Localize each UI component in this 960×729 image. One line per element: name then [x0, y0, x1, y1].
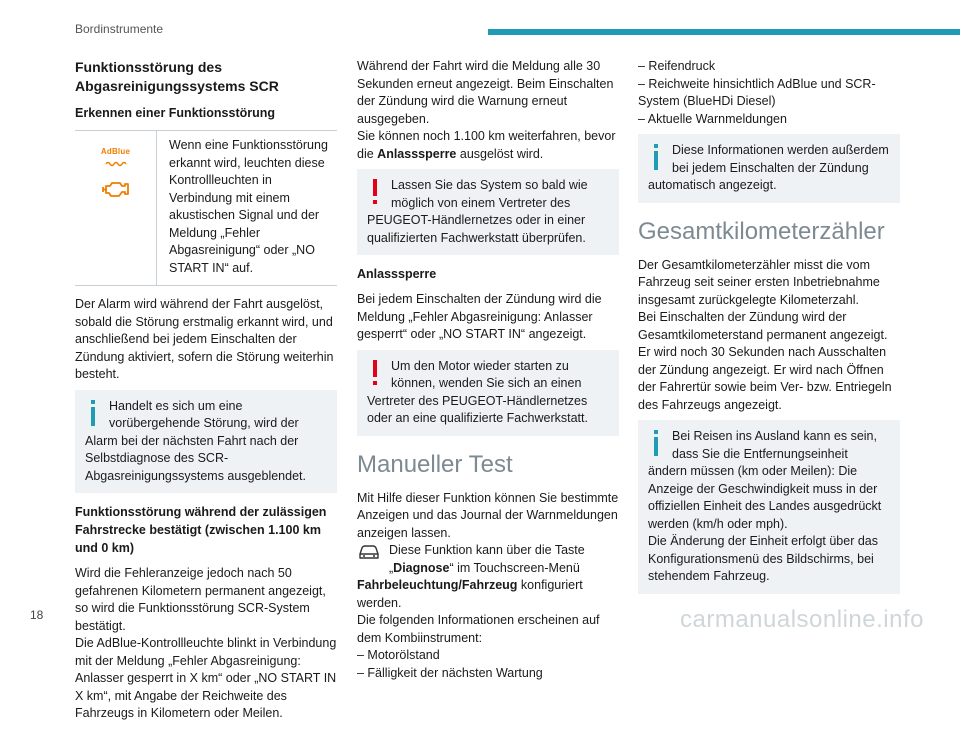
adblue-icon-label: AdBlue	[100, 147, 131, 156]
info-box-temporary-text: Handelt es sich um eine vorübergehende Störung, wird der Alarm bei der nächsten Fahrt nach der Selbstdiagnose des SCR-Abgasreinigungssystems ausgeblendet.	[85, 398, 306, 483]
adblue-wave-icon	[105, 161, 127, 167]
info-box-units	[638, 420, 900, 594]
subheading-confirmed: Funktionsstörung während der zulässigen Fahrstrecke bestätigt (zwischen 1.100 km und 0 km)	[75, 505, 327, 555]
test-config-paragraph: Diese Funktion kann über die Taste „Diagnose“ im Touchscreen-Menü Fahrbeleuchtung/Fahrzeug konfiguriert werden.	[357, 543, 585, 610]
test-paragraph: Mit Hilfe dieser Funktion können Sie bestimmte Anzeigen und das Journal der Warnmeldungen anzeigen lassen.	[357, 490, 619, 540]
odometer-paragraph-1: Der Gesamtkilometerzähler misst die vom Fahrzeug seit seiner ersten Inbetriebnahme insgesamt zurückgelegte Kilometerzahl.	[638, 257, 880, 307]
warning-lamp-icons	[75, 131, 157, 285]
warning-box-check	[357, 169, 619, 255]
section-heading-test: Manueller Test	[357, 450, 513, 478]
warning-exclamation-icon	[367, 177, 389, 207]
adblue-paragraph: Die AdBlue-Kontrollleuchte blinkt in Verbindung mit der Meldung „Fehler Abgasreinigung: Anlasser gesperrt in X km“ oder „NO START IN X km“, mit Angabe der Reichweite des Fahrzeugs in Kilometern oder Meilen.	[75, 636, 337, 720]
list-item: – Reifendruck	[638, 59, 716, 73]
warning-box-restart	[357, 350, 619, 436]
engine-warning-icon	[101, 177, 131, 201]
section-heading-odometer: Gesamtkilometerzähler	[638, 217, 885, 245]
list-intro: Die folgenden Informationen erscheinen auf dem Kombiinstrument:	[357, 613, 600, 645]
list-item: – Fälligkeit der nächsten Wartung	[357, 665, 543, 680]
info-icon	[85, 398, 107, 428]
page-number: 18	[30, 608, 44, 622]
column-1	[75, 52, 337, 729]
running-header: Bordinstrumente	[75, 22, 164, 36]
subheading-anlasssperre: Anlasssperre	[357, 267, 437, 281]
column-2	[357, 58, 619, 682]
watermark: carmanualsonline.info	[680, 606, 924, 633]
info-box-auto	[638, 134, 900, 203]
alarm-paragraph: Der Alarm wird während der Fahrt ausgelöst, sobald die Störung erstmalig erkannt wird, und anschließend bei jedem Einschalten der Zündung aktiviert, sofern die Störung weiterhin besteht.	[75, 297, 334, 381]
warning-lamp-description: Wenn eine Funktionsstörung erkannt wird, leuchten diese Kontrollleuchten in Verbindung mit einem akustischen Signal und der Meldung „Fehler Abgasreinigung“ oder „NO START IN“ auf.	[169, 138, 328, 275]
info-icon	[648, 142, 670, 172]
subheading-detect: Erkennen einer Funktionsstörung	[75, 106, 276, 120]
header-accent-bar	[488, 29, 960, 35]
warning-box-restart-text: Um den Motor wieder starten zu können, wenden Sie sich an einen Vertreter des PEUGEOT-Händlernetzes oder an eine qualifizierte Fachwerkstatt.	[367, 358, 588, 425]
warning-box-check-text: Lassen Sie das System so bald wie möglich von einem Vertreter des PEUGEOT-Händlernetzes oder in einer qualifizierten Fachwerkstatt überprüfen.	[367, 178, 588, 245]
confirmed-paragraph: Wird die Fehleranzeige jedoch nach 50 gefahrenen Kilometern permanent angezeigt, so wird die Funktionsstörung SCR-System bestätigt.	[75, 566, 326, 633]
column-3	[638, 58, 900, 604]
list-item: – Aktuelle Warnmeldungen	[638, 111, 787, 126]
odometer-paragraph-2: Bei Einschalten der Zündung wird der Gesamtkilometerstand permanent angezeigt. Er wird noch 30 Sekunden nach Ausschalten der Zündung angezeigt. Er wird nach Öffnen der Fahrertür sowie beim Ver- bzw. Entriegeln des Fahrzeugs angezeigt.	[638, 310, 892, 412]
list-item: – Motorölstand	[357, 648, 440, 662]
anlasssperre-paragraph: Bei jedem Einschalten der Zündung wird die Meldung „Fehler Abgasreinigung: Anlasser gesperrt“ oder „NO START IN“ angezeigt.	[357, 292, 602, 341]
info-box-units-text-1: Bei Reisen ins Ausland kann es sein, dass Sie die Entfernungseinheit ändern müssen (km oder Meilen): Die Anzeige der Geschwindigkeit muss in der offiziellen Einheit des Landes ausgedrückt werden (km/h oder mph).	[648, 429, 882, 531]
section-heading-scr: Funktionsstörung des Abgasreinigungssystems SCR	[75, 59, 279, 94]
further-paragraph: Sie können noch 1.100 km weiterfahren, bevor die Anlasssperre ausgelöst wird.	[357, 129, 616, 161]
info-box-units-text-2: Die Änderung der Einheit erfolgt über das Konfigurationsmenü des Bildschirms, bei stehendem Fahrzeug.	[648, 534, 879, 583]
info-box-auto-text: Diese Informationen werden außerdem bei jedem Einschalten der Zündung automatisch angezeigt.	[648, 143, 889, 192]
list-item: – Reichweite hinsichtlich AdBlue und SCR-System (BlueHDi Diesel)	[638, 76, 876, 108]
info-icon	[648, 428, 670, 458]
info-box-temporary	[75, 390, 337, 494]
car-icon	[357, 543, 381, 561]
warning-exclamation-icon	[367, 358, 389, 388]
repeat-paragraph: Während der Fahrt wird die Meldung alle 30 Sekunden erneut angezeigt. Beim Einschalten der Zündung wird die Warnung erneut ausgegeben.	[357, 59, 614, 126]
warning-lamp-table	[75, 130, 337, 286]
